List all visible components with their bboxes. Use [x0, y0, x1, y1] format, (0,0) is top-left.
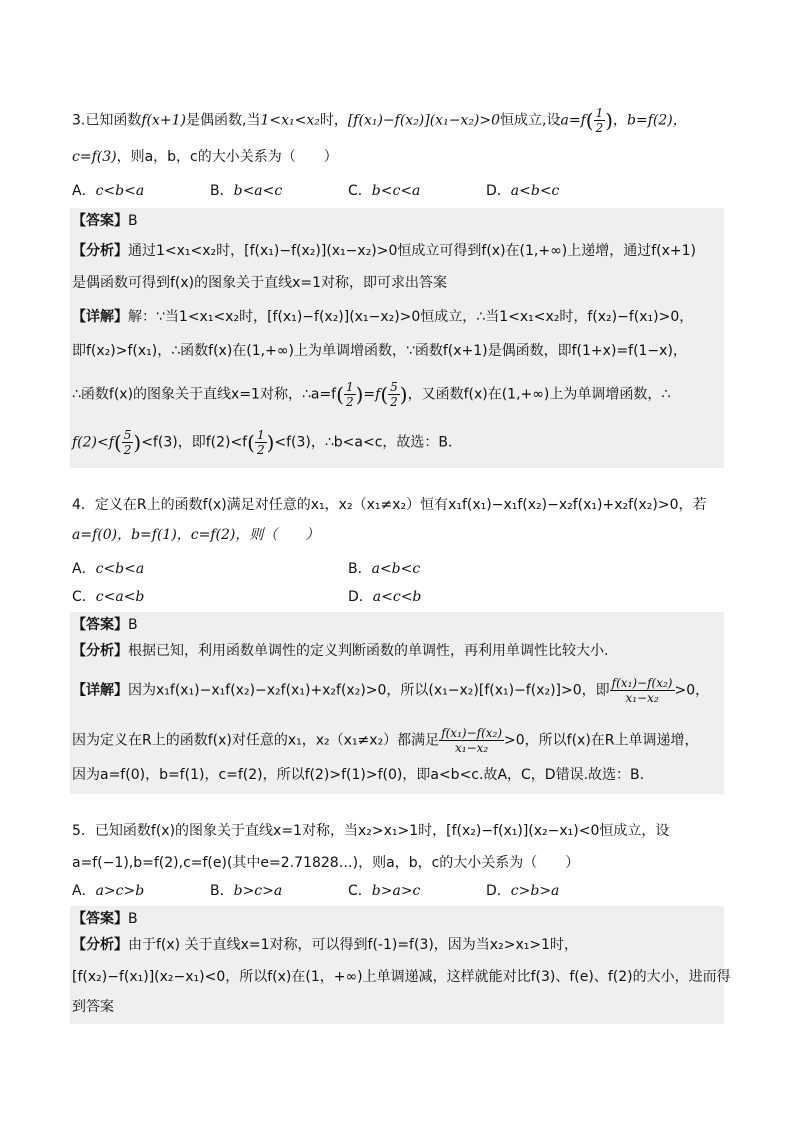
- q3-line2: [72, 146, 338, 168]
- q5-option-b: B．b>c>a: [210, 883, 283, 899]
- q5-analysis-line1: 【分析】由于f(x) 关于直线x=1对称，可以得到f(-1)=f(3)，因为当x₂>x₁>1时，: [72, 937, 578, 953]
- q3-answer: 【答案】B: [72, 213, 138, 229]
- q5-option-a: A．a>c>b: [72, 883, 145, 899]
- q3-analysis-line1: 【分析】通过1<x₁<x₂时，[f(x₁)−f(x₂)](x₁−x₂)>0恒成立可得到f(x)在(1,+∞)上递增，通过f(x+1): [72, 243, 696, 259]
- q5-analysis-line2: [f(x₂)−f(x₁)](x₂−x₁)<0，所以f(x)在(1，+∞)上单调递减，这样就能对比f(3)、f(e)、f(2)的大小，进而得: [72, 969, 731, 985]
- q3-math: b=f(2)，: [627, 112, 687, 129]
- q3-analysis-line2: 是偶函数可得到f(x)的图象关于直线x=1对称，即可求出答案: [72, 275, 448, 291]
- q4-option-b: B．a<b<c: [348, 561, 421, 577]
- q3-option-d: D．a<b<c: [486, 183, 560, 199]
- q3-option-c: C．b<c<a: [348, 183, 421, 199]
- q3-math: a=f: [560, 112, 586, 129]
- q4-option-c: C．c<a<b: [72, 589, 145, 605]
- fraction: $\frac{1}{2}$: [595, 106, 604, 135]
- q3-detail-line2: 即f(x₂)>f(x₁)，∴函数f(x)在(1,+∞)上为单调增函数，∵函数f(x+1)是偶函数，即f(1+x)=f(1−x)，: [72, 343, 687, 359]
- q3-option-a: A．c<b<a: [72, 183, 145, 199]
- q3-text: ，: [613, 112, 628, 129]
- q5-solution-box: [70, 906, 724, 1024]
- q4-line2: a=f(0)，b=f(1)，c=f(2)，则（ ）: [72, 527, 320, 543]
- q3-math: c=f(3): [72, 149, 117, 165]
- q5-analysis-line3: 到答案: [72, 999, 114, 1015]
- q4-detail-line3: 因为a=f(0)，b=f(1)，c=f(2)，所以f(2)>f(1)>f(0)，即a<b<c.故A，C，D错误.故选：B.: [72, 767, 645, 783]
- q4-detail-line2: 因为定义在R上的函数f(x)对任意的x₁，x₂（x₁≠x₂）都满足 $\frac{\text{f(x₁)−f(x₂)}}{\text{x₁−x₂}}$ >0，所以f(x)在R上单调递增，: [72, 726, 699, 755]
- q4-answer: 【答案】B: [72, 617, 138, 633]
- q3-text: 是偶函数,当: [186, 112, 261, 129]
- q3-text: ，则a，b，c的大小关系为（ ）: [116, 149, 338, 165]
- q3-text: 时，: [319, 112, 348, 129]
- q4-option-a: A．c<b<a: [72, 561, 145, 577]
- q4-analysis: 【分析】根据已知，利用函数单调性的定义判断函数的单调性，再利用单调性比较大小.: [72, 643, 609, 659]
- q3-detail-line1: 【详解】解：∵当1<x₁<x₂时，[f(x₁)−f(x₂)](x₁−x₂)>0恒成立，∴当1<x₁<x₂时，f(x₂)−f(x₁)>0，: [72, 309, 694, 325]
- q3-text: 恒成立,设: [500, 112, 561, 129]
- q4-option-d: D．a<c<b: [348, 589, 422, 605]
- q3-line1: 3.已知函数f(x+1)是偶函数,当1<x₁<x₂时，[f(x₁)−f(x₂)](x₁−x₂)>0恒成立,设a=f( $\frac{1}{2}$ )，b=f(2)，: [72, 106, 687, 135]
- q5-answer: 【答案】B: [72, 911, 138, 927]
- q3-detail-line4: f(2)<f( $\frac{5}{2}$ )<f(3)，即f(2)<f( $\frac{1}{2}$ )<f(3)，∴b<a<c，故选：B．: [72, 428, 463, 457]
- q3-text: 3.已知函数: [72, 112, 142, 129]
- q4-detail-line1: 【详解】因为x₁f(x₁)−x₁f(x₂)−x₂f(x₁)+x₂f(x₂)>0，所以(x₁−x₂)[f(x₁)−f(x₂)]>0，即 $\frac{\text{f(x₁)−f(x₂)}}{\text{x₁−x₂}}$ >0，: [72, 676, 710, 705]
- q5-option-c: C．b>a>c: [348, 883, 421, 899]
- q5-line1: 5．已知函数f(x)的图象关于直线x=1对称，当x₂>x₁>1时，[f(x₂)−f(x₁)](x₂−x₁)<0恒成立，设: [72, 823, 670, 839]
- q3-math: 1<x₁<x₂: [260, 112, 320, 129]
- q5-option-d: D．c>b>a: [486, 883, 560, 899]
- q3-detail-line3: ∴函数f(x)的图象关于直线x=1对称，∴a=f( $\frac{1}{2}$ )=f( $\frac{5}{2}$ )，又函数f(x)在(1,+∞)上为单调增函数，∴: [72, 380, 671, 409]
- q3-math: f(x+1): [141, 112, 186, 129]
- q3-option-b: B．b<a<c: [210, 183, 283, 199]
- q5-line2: a=f(−1),b=f(2),c=f(e)(其中e=2.71828…)，则a，b，c的大小关系为（ ）: [72, 855, 580, 871]
- q3-math: [f(x₁)−f(x₂)](x₁−x₂)>0: [347, 112, 501, 129]
- q4-line1: 4．定义在R上的函数f(x)满足对任意的x₁，x₂（x₁≠x₂）恒有x₁f(x₁)−x₁f(x₂)−x₂f(x₁)+x₂f(x₂)>0，若: [72, 497, 707, 513]
